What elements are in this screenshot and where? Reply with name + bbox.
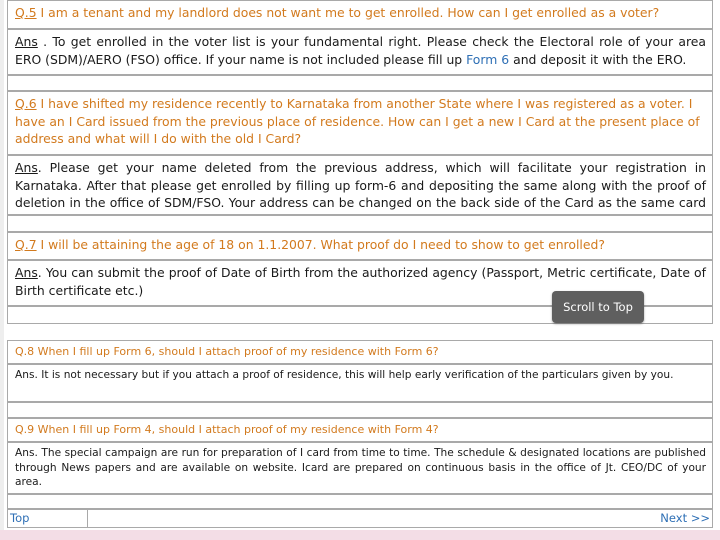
spacer-row — [7, 494, 713, 509]
answer-7-label: Ans — [15, 265, 38, 280]
answer-6-text: . Please get your name deleted from the previous address, which will facilitate your registration in Karnataka. After that please get enrolled by filling up form-6 and depositing the same along with the proof of deletion in the office of SDM/FSO. Your address can be changed on the back side of the Card as the same card — [15, 160, 706, 210]
answer-6-label: Ans — [15, 160, 38, 175]
answer-5-text-2: and deposit it with the ERO. — [509, 51, 687, 67]
question-7-number: Q.7 — [15, 237, 37, 252]
answer-9-text: Ans. The special campaign are run for preparation of I card from time to time. The schedule & designated locations are published through News papers and are available on website. Icard are prepared on continuous basis in the office of Jt. CEO/DC of your area. — [15, 447, 706, 488]
spacer-row — [7, 75, 713, 91]
nav-row — [7, 509, 713, 528]
spacer-row — [7, 215, 713, 232]
question-6-text: I have shifted my residence recently to Karnataka from another State where I was registered as a voter. I have an I Card issued from the previous place of residence. How can I get a new I Card at the present place of address and what will I do with the old I Card? — [15, 96, 700, 146]
scroll-to-top-button[interactable]: Scroll to Top — [552, 291, 644, 323]
question-8 — [7, 340, 713, 364]
question-5-text: I am a tenant and my landlord does not want me to get enrolled. How can I get enrolled as a voter? — [36, 5, 660, 20]
question-7-text: I will be attaining the age of 18 on 1.1.2007. What proof do I need to show to get enrolled? — [36, 237, 605, 252]
question-5 — [7, 0, 713, 29]
footer-band — [0, 530, 720, 540]
answer-8 — [7, 364, 713, 402]
question-9 — [7, 418, 713, 442]
answer-9 — [7, 442, 713, 494]
next-link[interactable]: Next >> — [660, 511, 710, 525]
answer-5-label: Ans — [15, 34, 38, 49]
answer-5-text-1: . To get enrolled in the voter list is your fundamental right. Please check the Electoral role of your area ERO (SDM)/AERO (FSO) office. If your name is not included please fill up — [15, 34, 706, 67]
question-6 — [7, 91, 713, 155]
spacer-row — [7, 402, 713, 418]
question-5-number: Q.5 — [15, 5, 37, 20]
question-8-text: Q.8 When I fill up Form 6, should I attach proof of my residence with Form 6? — [15, 345, 439, 358]
answer-7-text: . You can submit the proof of Date of Birth from the authorized agency (Passport, Metric certificate, Date of Birth certificate etc.) — [15, 265, 706, 298]
form-6-link[interactable]: Form 6 — [466, 51, 510, 67]
left-border — [0, 0, 4, 530]
question-9-text: Q.9 When I fill up Form 4, should I attach proof of my residence with Form 4? — [15, 423, 439, 436]
answer-5 — [7, 29, 713, 75]
question-6-number: Q.6 — [15, 96, 37, 111]
answer-6 — [7, 155, 713, 215]
answer-8-text: Ans. It is not necessary but if you attach a proof of residence, this will help early verification of the particulars given by you. — [15, 369, 674, 381]
question-7 — [7, 232, 713, 260]
top-link[interactable]: Top — [8, 510, 88, 527]
